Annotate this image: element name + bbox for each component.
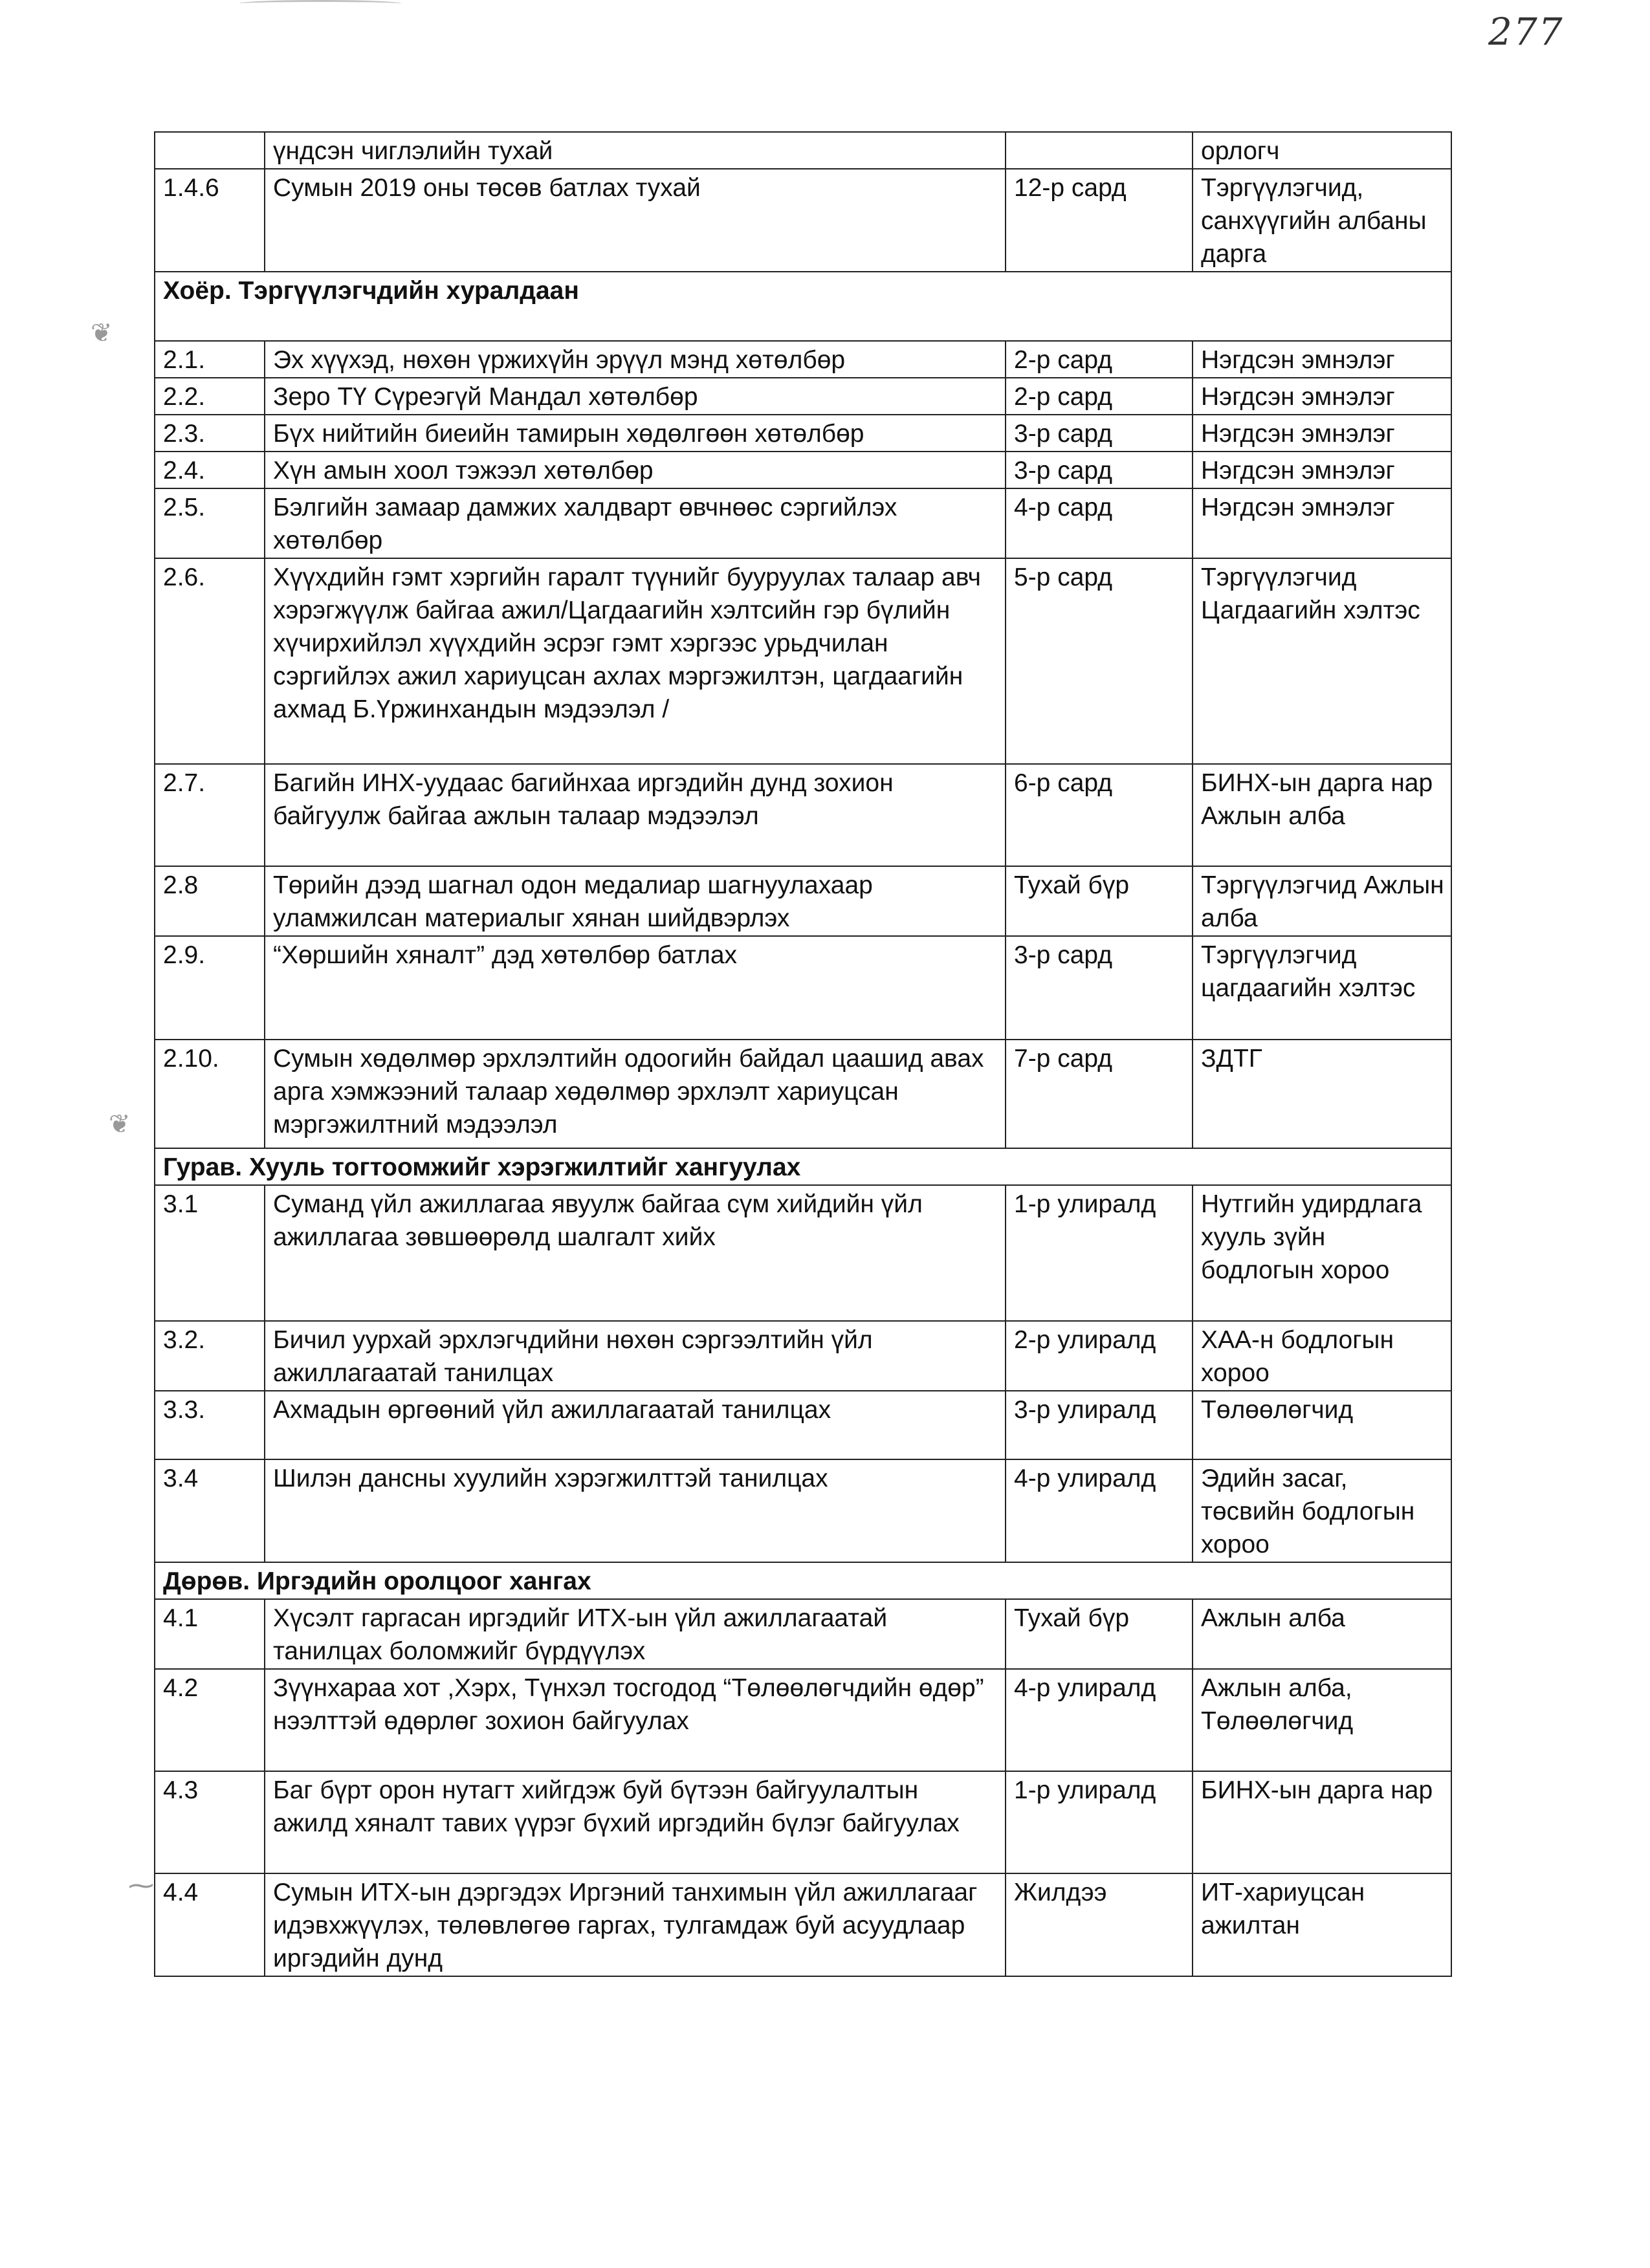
page-number: 277 (1488, 10, 1564, 54)
item-deadline: 2-р улиралд (1006, 1321, 1193, 1391)
item-responsible: Нэгдсэн эмнэлэг (1193, 488, 1451, 558)
item-responsible: ХАА-н бодлогын хороо (1193, 1321, 1451, 1391)
scan-artifact: ❦ (91, 319, 113, 347)
section-title: Хоёр. Тэргүүлэгчдийн хуралдаан (155, 272, 1451, 341)
table-row (155, 1459, 1451, 1562)
item-topic: Бэлгийн замаар дамжих халдварт өвчнөөс сэргийлэх хөтөлбөр (265, 488, 1006, 558)
table-row (155, 764, 1451, 866)
item-number: 2.5. (155, 488, 265, 558)
item-responsible: Ажлын алба, Төлөөлөгчид (1193, 1669, 1451, 1771)
item-topic: Хүүхдийн гэмт хэргийн гаралт түүнийг бууруулах талаар авч хэрэгжүүлж байгаа ажил/Цагдаагийн хэлтсийн гэр бүлийн хүчирхийлэл хүүхдийн эсрэг гэмт хэргээс урьдчилан сэргийлэх ажил хариуцсан ахлах мэргэжилтэн, цагдаагийн ахмад Б.Үржинхандын мэдээлэл / (265, 558, 1006, 764)
item-number: 3.1 (155, 1185, 265, 1321)
item-topic: Ахмадын өргөөний үйл ажиллагаатай танилцах (265, 1391, 1006, 1459)
table-row (155, 936, 1451, 1040)
section-title: Гурав. Хууль тогтоомжийг хэрэгжилтийг хангуулах (155, 1148, 1451, 1185)
item-topic: Суманд үйл ажиллагаа явуулж байгаа сүм хийдийн үйл ажиллагаа зөвшөөрөлд шалгалт хийх (265, 1185, 1006, 1321)
item-responsible: БИНХ-ын дарга нар (1193, 1771, 1451, 1873)
table-row (155, 341, 1451, 378)
item-number (155, 132, 265, 169)
item-topic: Зүүнхараа хот ,Хэрх, Түнхэл тосгодод “Төлөөлөгчдийн өдөр” нээлттэй өдөрлөг зохион байгуулах (265, 1669, 1006, 1771)
section-header-row (155, 272, 1451, 341)
item-number: 3.3. (155, 1391, 265, 1459)
item-responsible: ЗДТГ (1193, 1040, 1451, 1148)
item-responsible: Эдийн засаг, төсвийн бодлогын хороо (1193, 1459, 1451, 1562)
table-row (155, 1873, 1451, 1976)
item-number: 4.3 (155, 1771, 265, 1873)
item-topic: Сумын 2019 оны төсөв батлах тухай (265, 169, 1006, 272)
item-number: 4.1 (155, 1599, 265, 1669)
scan-edge-mark (239, 0, 401, 7)
item-responsible: ИТ-хариуцсан ажилтан (1193, 1873, 1451, 1976)
item-number: 2.6. (155, 558, 265, 764)
item-number: 4.4 (155, 1873, 265, 1976)
item-deadline: 4-р улиралд (1006, 1669, 1193, 1771)
item-topic: Сумын хөдөлмөр эрхлэлтийн одоогийн байдал цаашид авах арга хэмжээний талаар хөдөлмөр эрхлэлт хариуцсан мэргэжилтний мэдээлэл (265, 1040, 1006, 1148)
item-responsible: Нэгдсэн эмнэлэг (1193, 341, 1451, 378)
plan-table (154, 131, 1452, 1977)
table-row (155, 1771, 1451, 1873)
table-row (155, 452, 1451, 488)
section-header-row (155, 1562, 1451, 1599)
table-row (155, 1391, 1451, 1459)
item-responsible: Нэгдсэн эмнэлэг (1193, 378, 1451, 415)
item-topic: Бичил уурхай эрхлэгчдийни нөхөн сэргээлтийн үйл ажиллагаатай танилцах (265, 1321, 1006, 1391)
item-number: 2.7. (155, 764, 265, 866)
item-number: 4.2 (155, 1669, 265, 1771)
item-responsible: Тэргүүлэгчид, санхүүгийн албаны дарга (1193, 169, 1451, 272)
item-deadline: 6-р сард (1006, 764, 1193, 866)
item-number: 1.4.6 (155, 169, 265, 272)
item-deadline: 5-р сард (1006, 558, 1193, 764)
table-row (155, 866, 1451, 936)
item-number: 3.2. (155, 1321, 265, 1391)
item-deadline: 4-р сард (1006, 488, 1193, 558)
item-number: 2.3. (155, 415, 265, 452)
item-number: 2.10. (155, 1040, 265, 1148)
item-deadline: 3-р сард (1006, 936, 1193, 1040)
item-deadline: 12-р сард (1006, 169, 1193, 272)
item-responsible: Ажлын алба (1193, 1599, 1451, 1669)
item-topic: Сумын ИТХ-ын дэргэдэх Иргэний танхимын үйл ажиллагааг идэвхжүүлэх, төлөвлөгөө гаргах, тулгамдаж буй асуудлаар иргэдийн дунд (265, 1873, 1006, 1976)
item-topic: Зеро ТҮ Сүреэгүй Мандал хөтөлбөр (265, 378, 1006, 415)
item-deadline: 1-р улиралд (1006, 1771, 1193, 1873)
item-topic: Эх хүүхэд, нөхөн үржихүйн эрүүл мэнд хөтөлбөр (265, 341, 1006, 378)
section-header-row (155, 1148, 1451, 1185)
item-deadline: 2-р сард (1006, 378, 1193, 415)
table-row (155, 132, 1451, 169)
table-row (155, 1599, 1451, 1669)
item-responsible: Тэргүүлэгчид Цагдаагийн хэлтэс (1193, 558, 1451, 764)
table-row (155, 378, 1451, 415)
item-deadline: Жилдээ (1006, 1873, 1193, 1976)
item-number: 2.1. (155, 341, 265, 378)
item-responsible: БИНХ-ын дарга нар Ажлын алба (1193, 764, 1451, 866)
item-topic: Бүх нийтийн биеийн тамирын хөдөлгөөн хөтөлбөр (265, 415, 1006, 452)
item-topic: Багийн ИНХ-уудаас багийнхаа иргэдийн дунд зохион байгуулж байгаа ажлын талаар мэдээлэл (265, 764, 1006, 866)
item-responsible: Нэгдсэн эмнэлэг (1193, 452, 1451, 488)
item-deadline: 3-р улиралд (1006, 1391, 1193, 1459)
item-topic: үндсэн чиглэлийн тухай (265, 132, 1006, 169)
item-responsible: Нэгдсэн эмнэлэг (1193, 415, 1451, 452)
item-deadline: 3-р сард (1006, 452, 1193, 488)
table-row (155, 415, 1451, 452)
item-deadline (1006, 132, 1193, 169)
scan-artifact: ❦ (109, 1110, 131, 1139)
table-row (155, 169, 1451, 272)
item-topic: Төрийн дээд шагнал одон медалиар шагнуулахаар уламжилсан материалыг хянан шийдвэрлэх (265, 866, 1006, 936)
item-topic: Хүн амын хоол тэжээл хөтөлбөр (265, 452, 1006, 488)
item-deadline: 1-р улиралд (1006, 1185, 1193, 1321)
item-deadline: Тухай бүр (1006, 866, 1193, 936)
table-row (155, 1185, 1451, 1321)
item-responsible: Төлөөлөгчид (1193, 1391, 1451, 1459)
item-number: 2.4. (155, 452, 265, 488)
item-responsible: орлогч (1193, 132, 1451, 169)
item-topic: Хүсэлт гаргасан иргэдийг ИТХ-ын үйл ажиллагаатай танилцах боломжийг бүрдүүлэх (265, 1599, 1006, 1669)
item-number: 2.8 (155, 866, 265, 936)
item-topic: “Хөршийн хяналт” дэд хөтөлбөр батлах (265, 936, 1006, 1040)
table-row (155, 1040, 1451, 1148)
section-title: Дөрөв. Иргэдийн оролцоог хангах (155, 1562, 1451, 1599)
item-topic: Баг бүрт орон нутагт хийгдэж буй бүтээн байгуулалтын ажилд хяналт тавих үүрэг бүхий иргэдийн бүлэг байгуулах (265, 1771, 1006, 1873)
item-responsible: Нутгийн удирдлага хууль зүйн бодлогын хороо (1193, 1185, 1451, 1321)
item-deadline: Тухай бүр (1006, 1599, 1193, 1669)
item-responsible: Тэргүүлэгчид цагдаагийн хэлтэс (1193, 936, 1451, 1040)
item-number: 2.9. (155, 936, 265, 1040)
table-row (155, 1669, 1451, 1771)
item-number: 2.2. (155, 378, 265, 415)
item-responsible: Тэргүүлэгчид Ажлын алба (1193, 866, 1451, 936)
item-deadline: 2-р сард (1006, 341, 1193, 378)
item-deadline: 4-р улиралд (1006, 1459, 1193, 1562)
item-deadline: 3-р сард (1006, 415, 1193, 452)
item-number: 3.4 (155, 1459, 265, 1562)
item-deadline: 7-р сард (1006, 1040, 1193, 1148)
table-row (155, 558, 1451, 764)
table-row (155, 1321, 1451, 1391)
scan-artifact: ⁓ (128, 1871, 154, 1900)
table-row (155, 488, 1451, 558)
item-topic: Шилэн дансны хуулийн хэрэгжилттэй танилцах (265, 1459, 1006, 1562)
